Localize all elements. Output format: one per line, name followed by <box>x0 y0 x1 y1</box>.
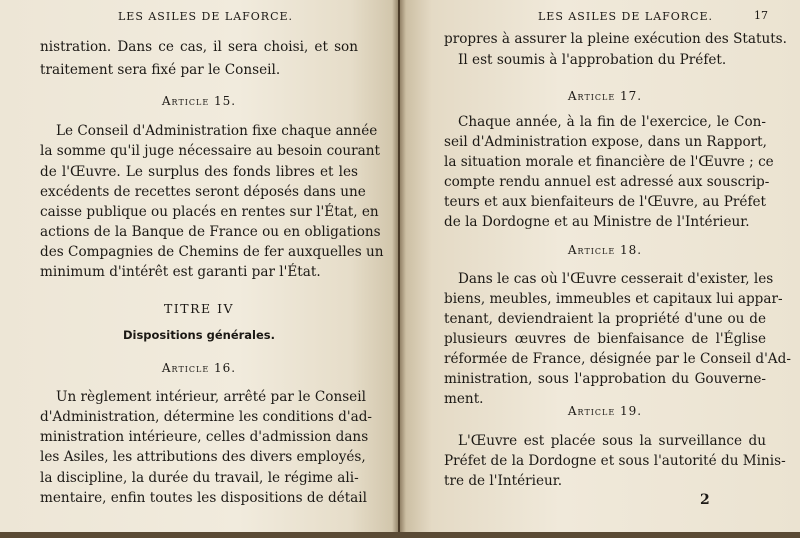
text-line: actions de la Banque de France ou en obligations <box>40 224 381 240</box>
text-line: Il est soumis à l'approbation du Préfet. <box>458 52 727 68</box>
text-line: minimum d'intérêt est garanti par l'État. <box>40 264 321 280</box>
page-number: 17 <box>754 9 768 22</box>
text-line: plusieurs œuvres de bienfaisance de l'Église <box>444 331 766 347</box>
text-line: seil d'Administration expose, dans un Rapport, <box>444 134 767 150</box>
text-line: tenant, deviendraient la propriété d'une ou de <box>444 311 766 327</box>
right-page <box>400 0 800 538</box>
text-line: des Compagnies de Chemins de fer auxquelles un <box>40 244 384 260</box>
text-line: de la Dordogne et au Ministre de l'Intérieur. <box>444 214 750 230</box>
text-line: mentaire, enfin toutes les dispositions de détail <box>40 490 367 506</box>
running-head: LES ASILES DE LAFORCE. <box>118 10 294 23</box>
section-subtitle: Dispositions générales. <box>122 328 276 342</box>
text-line: la discipline, la durée du travail, le régime ali- <box>40 470 359 486</box>
text-line: propres à assurer la pleine exécution des Statuts. <box>444 31 787 47</box>
article-heading: Article 18. <box>567 243 643 257</box>
text-line: compte rendu annuel est adressé aux souscrip- <box>444 174 770 190</box>
text-line: excédents de recettes seront déposés dans une <box>40 184 366 200</box>
text-line: Le Conseil d'Administration fixe chaque année <box>56 123 378 139</box>
text-line: nistration. Dans ce cas, il sera choisi, et son <box>40 39 358 55</box>
article-heading: Article 17. <box>567 89 643 103</box>
article-heading: Article 19. <box>567 404 643 418</box>
text-line: Un règlement intérieur, arrêté par le Conseil <box>56 389 366 405</box>
text-line: d'Administration, détermine les conditions d'ad- <box>40 409 373 425</box>
text-line: Chaque année, à la fin de l'exercice, le Con- <box>458 114 766 130</box>
text-line: ment. <box>444 391 484 407</box>
signature-mark: 2 <box>700 492 710 508</box>
text-line: ministration, sous l'approbation du Gouverne- <box>444 371 766 387</box>
text-line: Préfet de la Dordogne et sous l'autorité du Minis- <box>444 453 786 469</box>
page-edge <box>0 532 800 538</box>
running-head: LES ASILES DE LAFORCE. <box>538 10 714 23</box>
text-line: caisse publique ou placés en rentes sur l'État, en <box>40 204 379 220</box>
text-line: de l'Œuvre. Le surplus des fonds libres et les <box>40 164 358 180</box>
text-line: ministration intérieure, celles d'admission dans <box>40 429 369 445</box>
text-line: la somme qu'il juge nécessaire au besoin courant <box>40 143 380 159</box>
book-gutter <box>392 0 406 538</box>
text-line: la situation morale et financière de l'Œuvre ; ce <box>444 154 774 170</box>
article-heading: Article 15. <box>161 94 237 108</box>
text-line: les Asiles, les attributions des divers employés, <box>40 449 366 465</box>
article-heading: Article 16. <box>161 361 237 375</box>
text-line: tre de l'Intérieur. <box>444 473 563 489</box>
text-line: Dans le cas où l'Œuvre cesserait d'exister, les <box>458 271 774 287</box>
left-page <box>0 0 398 538</box>
text-line: biens, meubles, immeubles et capitaux lui appar- <box>444 291 783 307</box>
text-line: teurs et aux bienfaiteurs de l'Œuvre, au Préfet <box>444 194 766 210</box>
section-title: TITRE IV <box>163 301 235 316</box>
text-line: L'Œuvre est placée sous la surveillance du <box>458 433 766 449</box>
text-line: traitement sera fixé par le Conseil. <box>40 62 281 78</box>
text-line: réformée de France, désignée par le Conseil d'Ad- <box>444 351 791 367</box>
